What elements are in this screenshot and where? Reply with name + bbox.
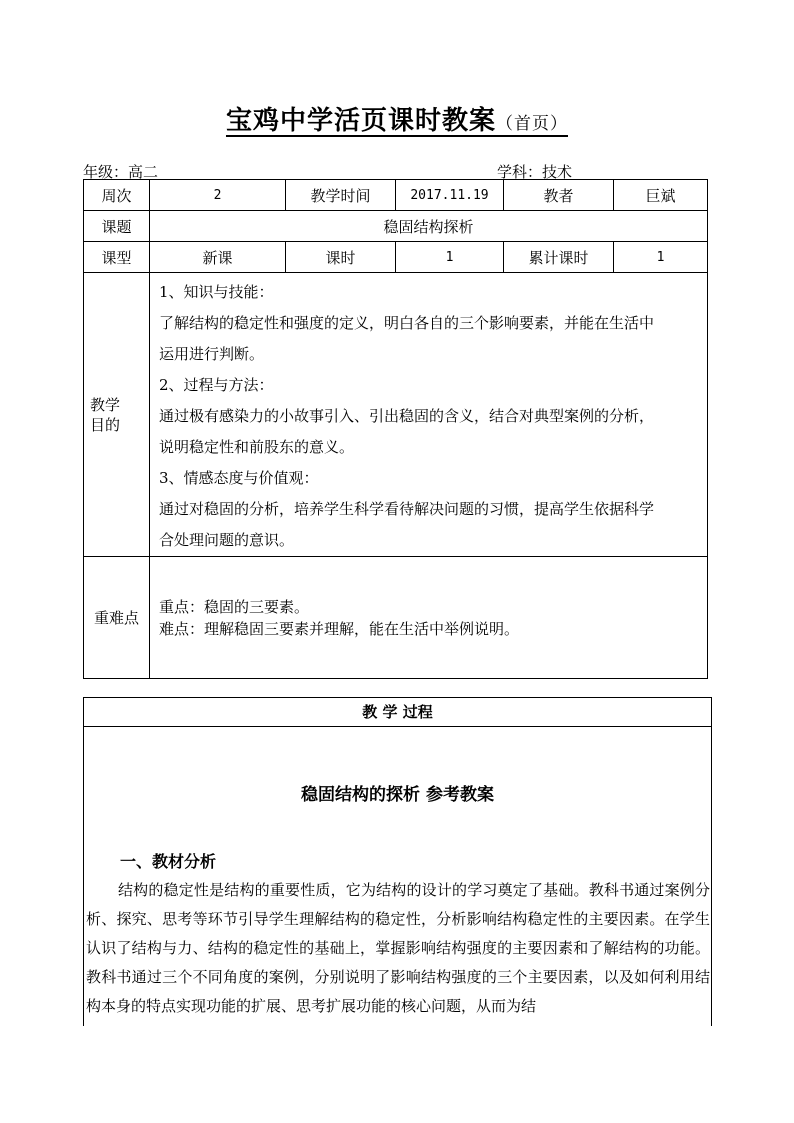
week-label: 周次 xyxy=(84,180,150,211)
goal-line: 2、过程与方法： xyxy=(159,376,274,394)
goal-line: 通过极有感染力的小故事引入、引出稳固的含义，结合对典型案例的分析， xyxy=(159,407,655,425)
subject-label: 学科：技术 xyxy=(497,163,573,181)
key-points-label: 重难点 xyxy=(84,557,150,679)
analysis-paragraph: 结构的稳定性是结构的重要性质，它为结构的设计的学习奠定了基础。教科书通过案例分析、探究、思考等环节引导学生理解结构的稳定性，分析影响结构稳定性的主要因素。在学生认识了结构与力、结构的稳定性的基础上，掌握影响结构强度的主要因素和了解结构的功能。教科书通过三个不同角度的案例，分别说明了影响结构强度的三个主要因素，以及如何利用结构本身的特点实现功能的扩展、思考扩展功能的核心问题，从而为结 xyxy=(86,881,710,1015)
time-value: 2017.11.19 xyxy=(396,180,504,211)
goals-label: 教学 目的 xyxy=(84,273,150,557)
goal-line: 运用进行判断。 xyxy=(159,345,265,363)
title-main: 宝鸡中学活页课时教案 xyxy=(225,106,496,136)
teacher-value: 巨斌 xyxy=(614,180,708,211)
topic-label: 课题 xyxy=(84,211,150,242)
total-hours-value: 1 xyxy=(614,242,708,273)
goal-line: 了解结构的稳定性和强度的定义，明白各自的三个影响要素，并能在生活中 xyxy=(159,314,655,332)
lesson-info-table xyxy=(83,179,708,679)
topic-value: 稳固结构探析 xyxy=(150,211,708,242)
teaching-process-box xyxy=(83,697,712,1026)
title-sub: （首页） xyxy=(496,114,568,134)
time-label: 教学时间 xyxy=(286,180,396,211)
section-title: 一、教材分析 xyxy=(120,852,217,871)
table-row xyxy=(84,273,708,557)
key-difficulty: 难点：理解稳固三要素并理解，能在生活中举例说明。 xyxy=(159,619,520,638)
table-row xyxy=(84,211,708,242)
table-row xyxy=(84,557,708,679)
process-heading: 教 学 过程 xyxy=(84,698,711,727)
grade-label: 年级：高二 xyxy=(83,163,159,181)
key-points-content xyxy=(150,557,708,679)
goal-line: 说明稳定性和前股东的意义。 xyxy=(159,438,355,456)
page-title xyxy=(0,100,794,137)
goals-content xyxy=(150,273,708,557)
plan-title: 稳固结构的探析 参考教案 xyxy=(301,785,494,805)
type-value: 新课 xyxy=(150,242,286,273)
goal-line: 合处理问题的意识。 xyxy=(159,531,295,549)
week-value: 2 xyxy=(150,180,286,211)
type-label: 课型 xyxy=(84,242,150,273)
table-row xyxy=(84,242,708,273)
total-hours-label: 累计课时 xyxy=(504,242,614,273)
key-focus: 重点：稳固的三要素。 xyxy=(159,597,310,616)
goal-line: 3、情感态度与价值观： xyxy=(159,469,319,487)
teacher-label: 教者 xyxy=(504,180,614,211)
goal-line: 1、知识与技能： xyxy=(159,283,274,301)
hours-label: 课时 xyxy=(286,242,396,273)
hours-value: 1 xyxy=(396,242,504,273)
table-row xyxy=(84,180,708,211)
goal-line: 通过对稳固的分析，培养学生科学看待解决问题的习惯，提高学生依据科学 xyxy=(159,500,655,518)
